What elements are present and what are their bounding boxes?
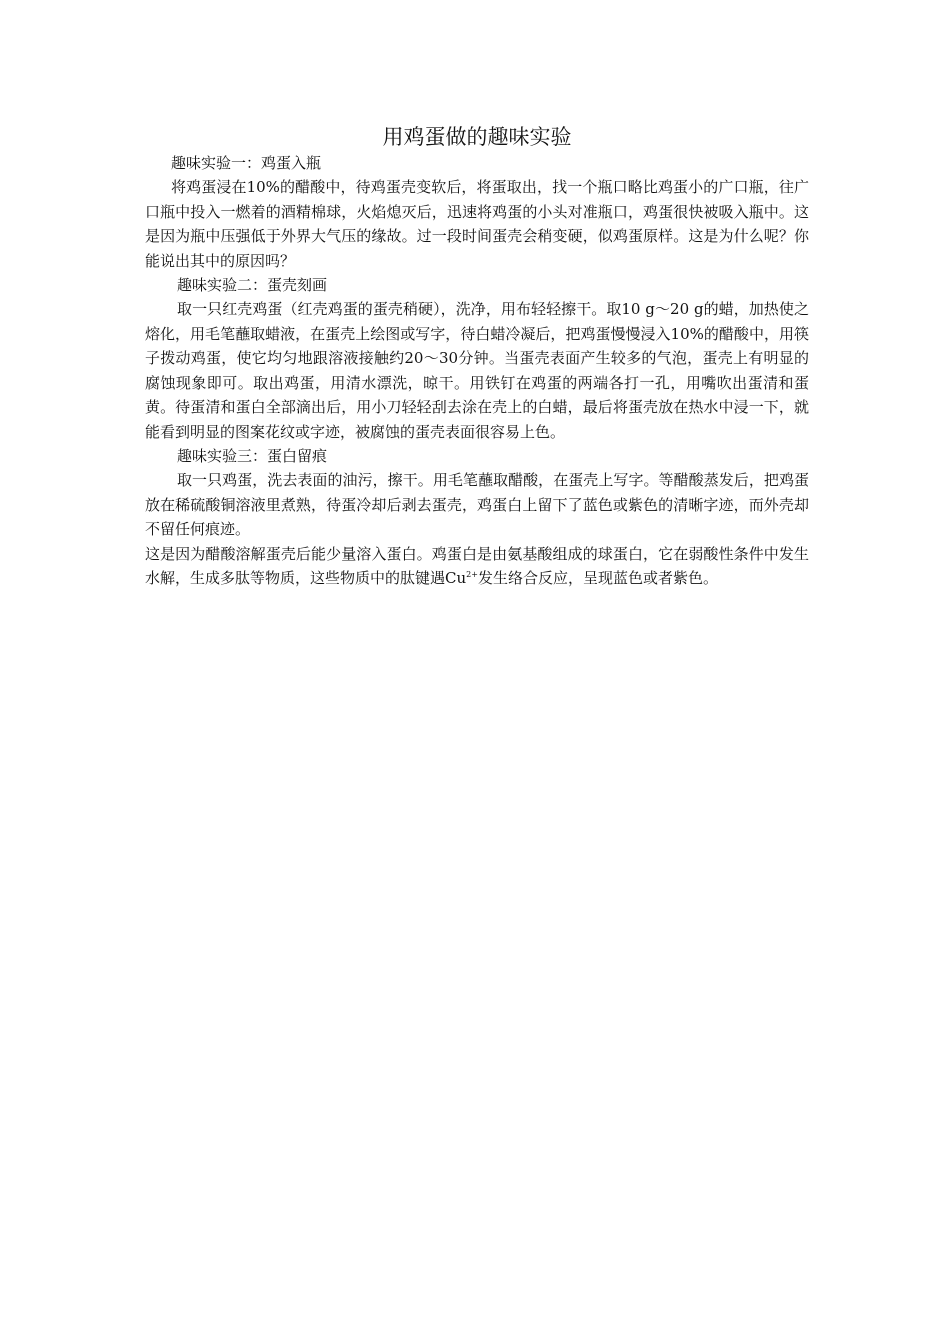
section-experiment-3 <box>145 445 809 542</box>
document-title: 用鸡蛋做的趣味实验 <box>382 125 572 149</box>
section-heading: 趣味实验三：蛋白留痕 <box>177 447 328 465</box>
section-paragraph: 取一只鸡蛋，洗去表面的油污，擦干。用毛笔蘸取醋酸，在蛋壳上写字。等醋酸蒸发后，把鸡蛋放在稀硫酸铜溶液里煮熟，待蛋冷却后剥去蛋壳，鸡蛋白上留下了蓝色或紫色的清晰字迹，而外壳却不留任何痕迹。 <box>145 471 809 538</box>
section-paragraph: 将鸡蛋浸在10%的醋酸中，待鸡蛋壳变软后，将蛋取出，找一个瓶口略比鸡蛋小的广口瓶，往广口瓶中投入一燃着的酒精棉球，火焰熄灭后，迅速将鸡蛋的小头对准瓶口，鸡蛋很快被吸入瓶中。这是因为瓶中压强低于外界大气压的缘故。过一段时间蛋壳会稍变硬，似鸡蛋原样。这是为什么呢？你能说出其中的原因吗？ <box>145 178 809 270</box>
section-experiment-1 <box>145 152 809 273</box>
copper-charge-superscript: 2+ <box>466 570 478 579</box>
explanation-text: 这是因为醋酸溶解蛋壳后能少量溶入蛋白。鸡蛋白是由氨基酸组成的球蛋白，它在弱酸性条件中发生水解，生成多肽等物质，这些物质中的肽键遇Cu <box>145 544 809 587</box>
explanation-text-end: 发生络合反应，呈现蓝色或者紫色。 <box>477 569 718 587</box>
section-experiment-2 <box>145 274 809 444</box>
section-heading: 趣味实验二：蛋壳刻画 <box>177 276 328 294</box>
section-heading: 趣味实验一：鸡蛋入瓶 <box>171 154 322 172</box>
explanation-paragraph <box>145 542 809 591</box>
section-paragraph: 取一只红壳鸡蛋（红壳鸡蛋的蛋壳稍硬），洗净，用布轻轻擦干。取10 g～20 g的蜡，加热使之熔化，用毛笔蘸取蜡液，在蛋壳上绘图或写字，待白蜡冷凝后，把鸡蛋慢慢浸入10%的醋酸中，用筷子拨动鸡蛋，使它均匀地跟溶液接触约20～30分钟。当蛋壳表面产生较多的气泡，蛋壳上有明显的腐蚀现象即可。取出鸡蛋，用清水漂洗，晾干。用铁钉在鸡蛋的两端各打一孔，用嘴吹出蛋清和蛋黄。待蛋清和蛋白全部滴出后，用小刀轻轻刮去涂在壳上的白蜡，最后将蛋壳放在热水中浸一下，就能看到明显的图案花纹或字迹，被腐蚀的蛋壳表面很容易上色。 <box>145 300 809 441</box>
document-page <box>145 122 809 591</box>
